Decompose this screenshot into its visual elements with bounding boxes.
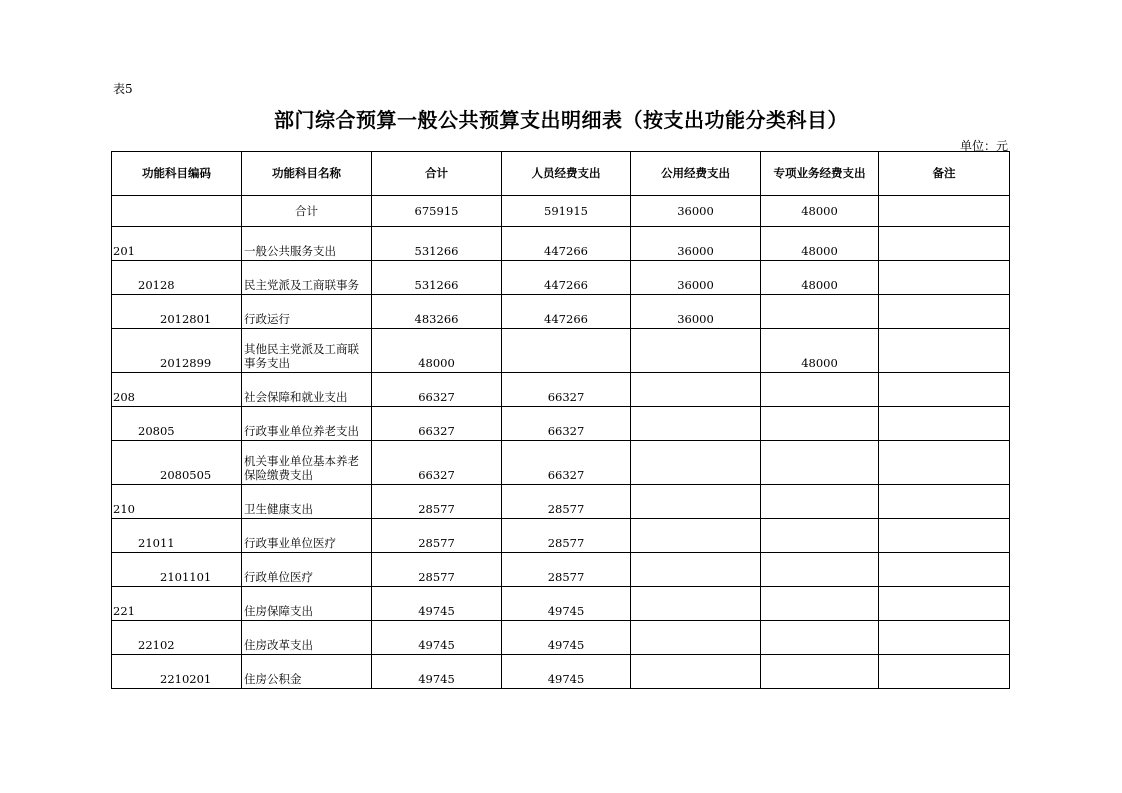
header-name: 功能科目名称: [242, 152, 372, 196]
row-special: [761, 407, 879, 441]
row-public: 36000: [631, 261, 761, 295]
row-personnel: 28577: [502, 553, 631, 587]
total-row: [112, 196, 1010, 227]
row-special: [761, 553, 879, 587]
table-row: [112, 519, 1010, 553]
table-row: [112, 407, 1010, 441]
row-remark: [879, 587, 1010, 621]
row-total: 66327: [372, 373, 502, 407]
row-name: 住房保障支出: [242, 587, 372, 621]
row-code: 2210201: [112, 655, 242, 689]
header-personnel: 人员经费支出: [502, 152, 631, 196]
row-personnel: 66327: [502, 407, 631, 441]
row-public: [631, 553, 761, 587]
row-personnel: 447266: [502, 261, 631, 295]
row-name: 卫生健康支出: [242, 485, 372, 519]
row-special: [761, 655, 879, 689]
row-total: 66327: [372, 441, 502, 485]
row-personnel: 447266: [502, 227, 631, 261]
row-special: [761, 587, 879, 621]
row-code: 22102: [112, 621, 242, 655]
row-remark: [879, 227, 1010, 261]
row-special: [761, 621, 879, 655]
table-row: [112, 621, 1010, 655]
row-special: 48000: [761, 261, 879, 295]
row-remark: [879, 485, 1010, 519]
row-name: 住房改革支出: [242, 621, 372, 655]
page-title: 部门综合预算一般公共预算支出明细表（按支出功能分类科目）: [274, 108, 848, 132]
row-total: 531266: [372, 261, 502, 295]
budget-table: [111, 151, 1010, 689]
row-code: 2012801: [112, 295, 242, 329]
row-special: [761, 373, 879, 407]
table-row: [112, 261, 1010, 295]
table-row: [112, 373, 1010, 407]
total-special: 48000: [761, 196, 879, 227]
row-remark: [879, 655, 1010, 689]
table-row: [112, 441, 1010, 485]
row-special: [761, 295, 879, 329]
row-name: 行政事业单位养老支出: [242, 407, 372, 441]
row-public: 36000: [631, 227, 761, 261]
row-total: 28577: [372, 485, 502, 519]
row-code: 2080505: [112, 441, 242, 485]
row-total: 66327: [372, 407, 502, 441]
table-row: [112, 295, 1010, 329]
row-remark: [879, 407, 1010, 441]
row-special: [761, 441, 879, 485]
row-code: 201: [112, 227, 242, 261]
row-total: 483266: [372, 295, 502, 329]
row-public: [631, 329, 761, 373]
total-public: 36000: [631, 196, 761, 227]
header-special: 专项业务经费支出: [761, 152, 879, 196]
row-code: 21011: [112, 519, 242, 553]
row-special: 48000: [761, 329, 879, 373]
table-row: [112, 587, 1010, 621]
total-code: [112, 196, 242, 227]
row-personnel: 28577: [502, 519, 631, 553]
row-code: 221: [112, 587, 242, 621]
row-remark: [879, 621, 1010, 655]
table-row: [112, 485, 1010, 519]
row-total: 48000: [372, 329, 502, 373]
row-name: 社会保障和就业支出: [242, 373, 372, 407]
row-public: [631, 441, 761, 485]
row-remark: [879, 261, 1010, 295]
row-remark: [879, 373, 1010, 407]
row-public: [631, 485, 761, 519]
header-code: 功能科目编码: [112, 152, 242, 196]
row-public: [631, 373, 761, 407]
total-total: 675915: [372, 196, 502, 227]
row-code: 20128: [112, 261, 242, 295]
table-row: [112, 227, 1010, 261]
row-public: [631, 519, 761, 553]
row-name: 一般公共服务支出: [242, 227, 372, 261]
row-total: 28577: [372, 519, 502, 553]
table-row: [112, 553, 1010, 587]
row-total: 49745: [372, 587, 502, 621]
total-remark: [879, 196, 1010, 227]
row-code: 2101101: [112, 553, 242, 587]
row-total: 49745: [372, 655, 502, 689]
row-remark: [879, 295, 1010, 329]
row-remark: [879, 329, 1010, 373]
row-personnel: 66327: [502, 373, 631, 407]
row-code: 20805: [112, 407, 242, 441]
row-total: 28577: [372, 553, 502, 587]
table-number: 表5: [113, 82, 133, 96]
row-name: 行政运行: [242, 295, 372, 329]
row-code: 2012899: [112, 329, 242, 373]
row-public: [631, 587, 761, 621]
row-personnel: [502, 329, 631, 373]
row-public: [631, 655, 761, 689]
row-name: 行政事业单位医疗: [242, 519, 372, 553]
row-total: 531266: [372, 227, 502, 261]
row-personnel: 66327: [502, 441, 631, 485]
row-special: [761, 485, 879, 519]
row-name: 住房公积金: [242, 655, 372, 689]
row-name: 机关事业单位基本养老保险缴费支出: [242, 441, 372, 485]
row-personnel: 447266: [502, 295, 631, 329]
row-personnel: 49745: [502, 621, 631, 655]
row-total: 49745: [372, 621, 502, 655]
header-public: 公用经费支出: [631, 152, 761, 196]
row-remark: [879, 519, 1010, 553]
header-remark: 备注: [879, 152, 1010, 196]
row-code: 210: [112, 485, 242, 519]
row-remark: [879, 553, 1010, 587]
unit-label: 单位：元: [959, 139, 1008, 153]
row-special: 48000: [761, 227, 879, 261]
row-name: 其他民主党派及工商联事务支出: [242, 329, 372, 373]
row-public: 36000: [631, 295, 761, 329]
row-name: 行政单位医疗: [242, 553, 372, 587]
total-name: 合计: [242, 196, 372, 227]
total-personnel: 591915: [502, 196, 631, 227]
table-row: [112, 655, 1010, 689]
row-remark: [879, 441, 1010, 485]
header-total: 合计: [372, 152, 502, 196]
row-personnel: 28577: [502, 485, 631, 519]
row-code: 208: [112, 373, 242, 407]
row-name: 民主党派及工商联事务: [242, 261, 372, 295]
row-personnel: 49745: [502, 655, 631, 689]
row-personnel: 49745: [502, 587, 631, 621]
row-special: [761, 519, 879, 553]
table-row: [112, 329, 1010, 373]
row-public: [631, 407, 761, 441]
row-public: [631, 621, 761, 655]
header-row: [112, 152, 1010, 196]
